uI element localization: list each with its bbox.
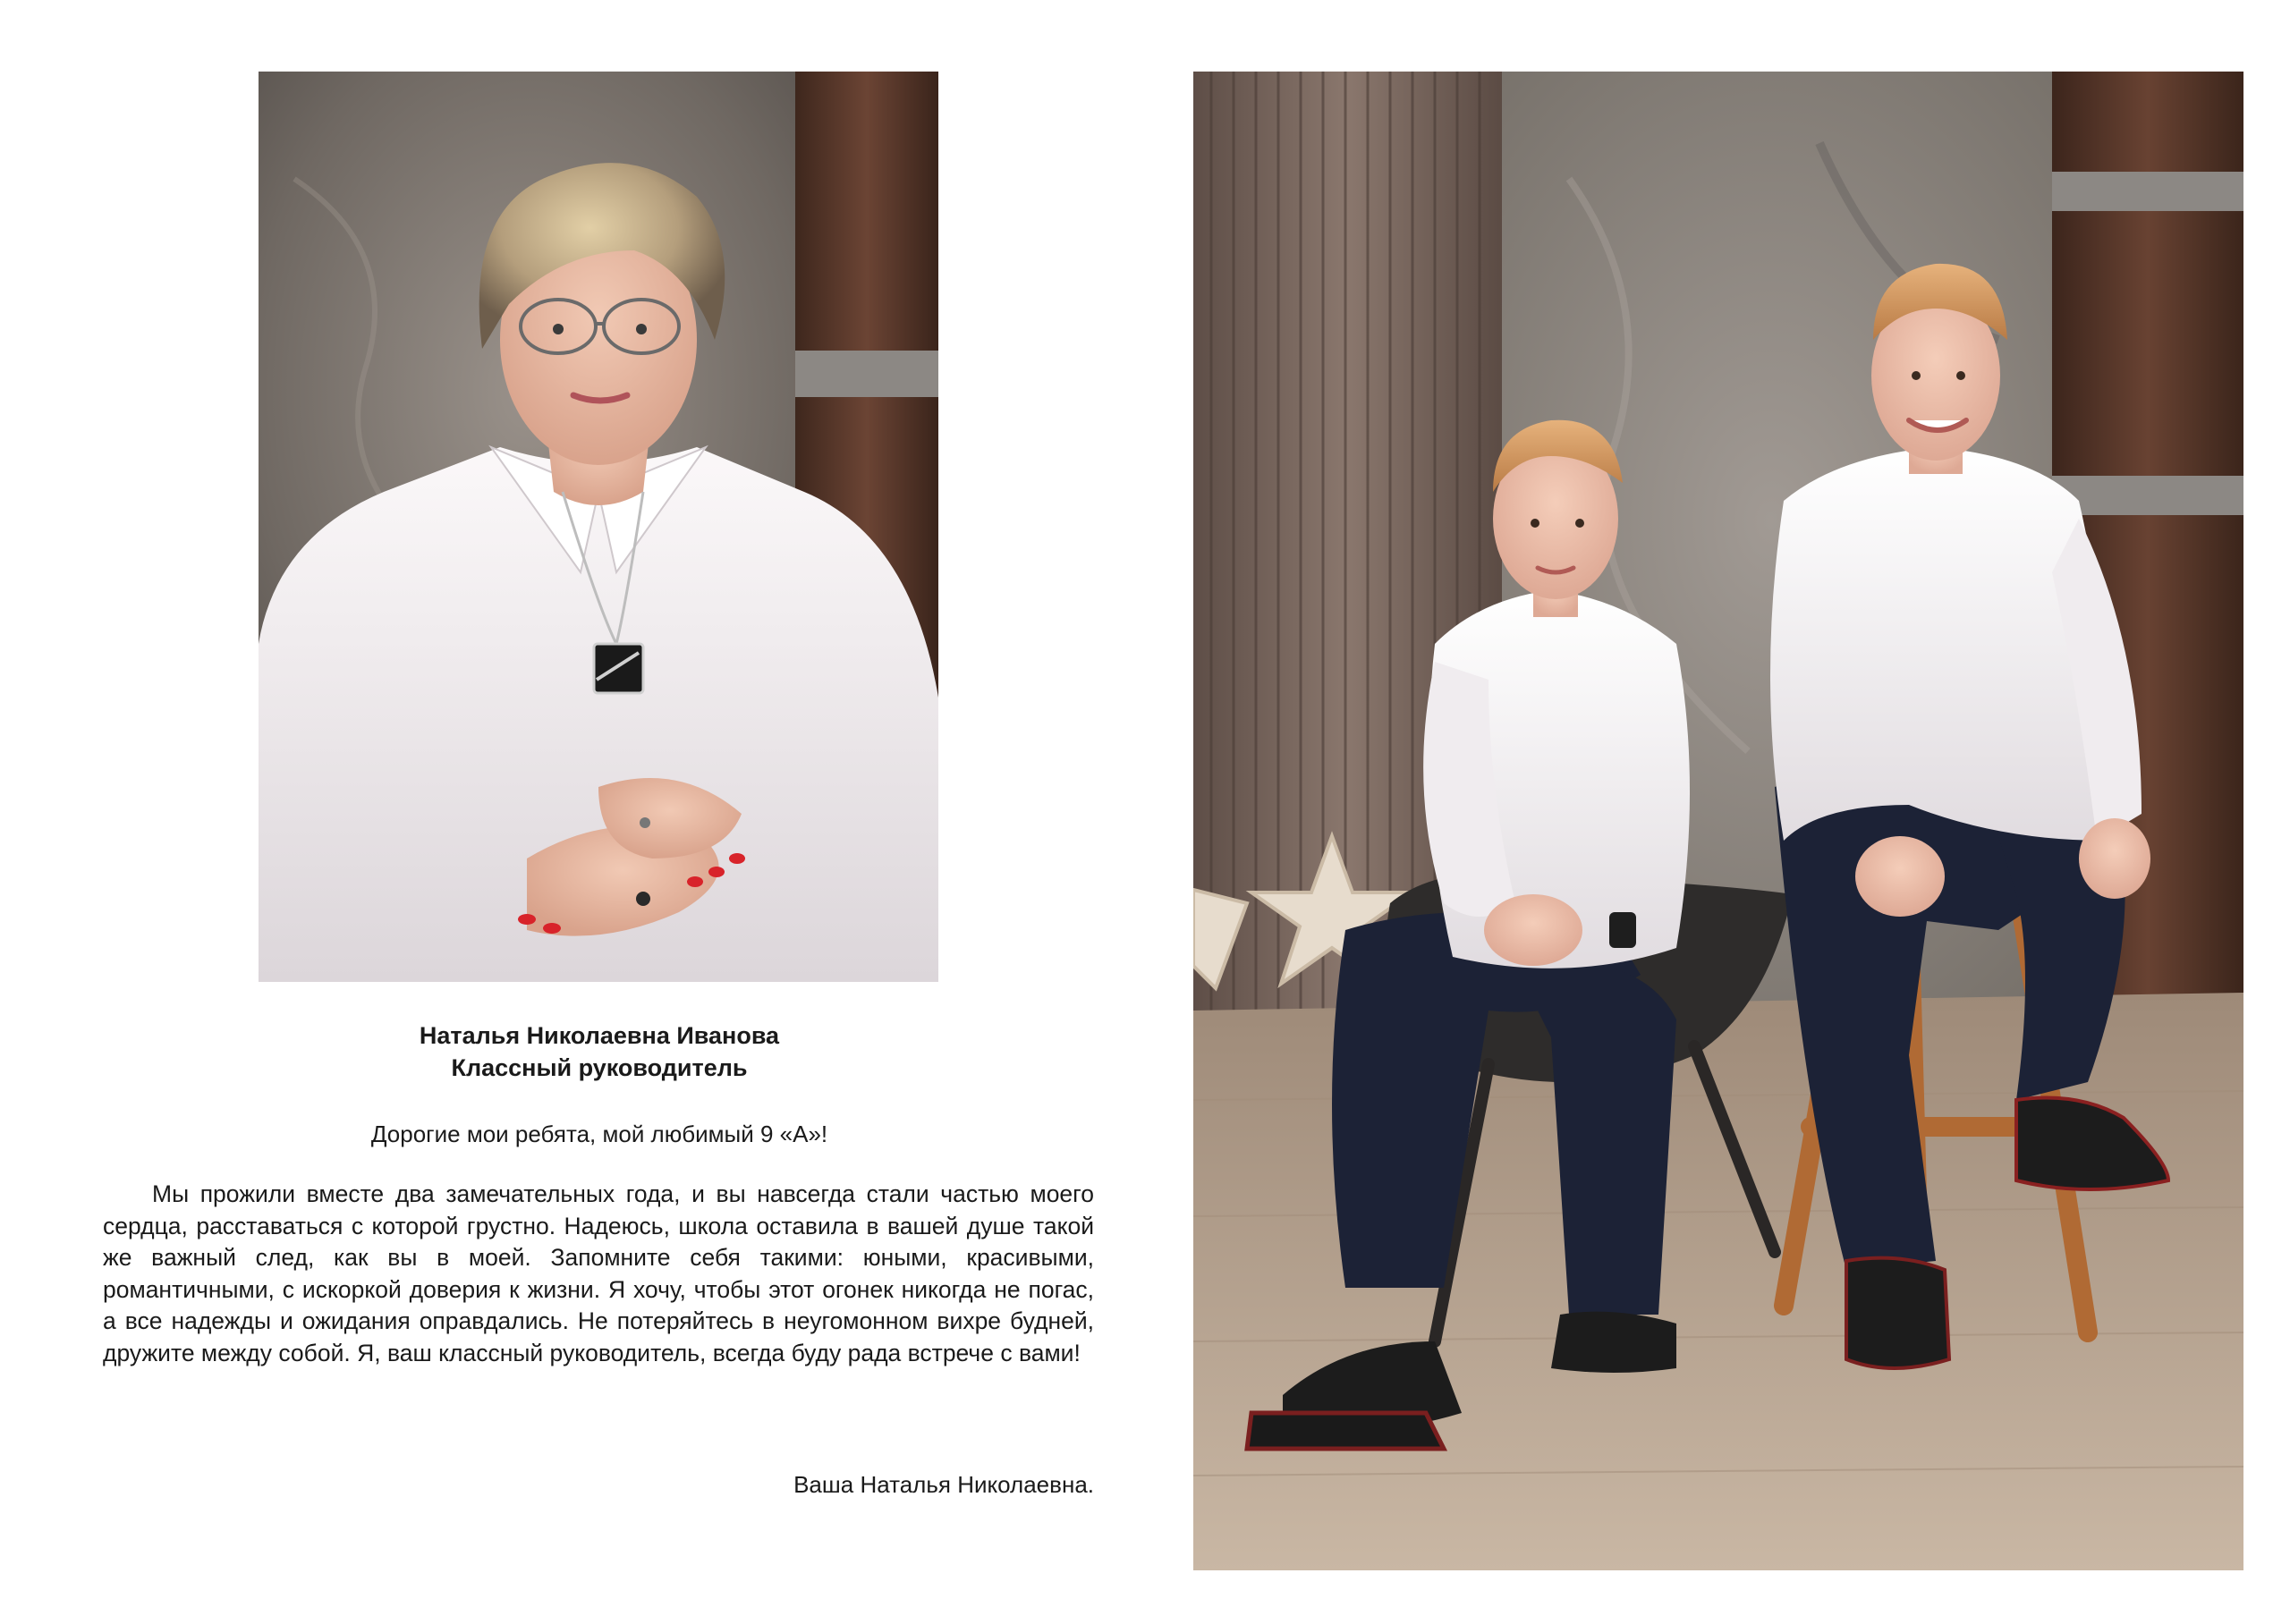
teacher-name: Наталья Николаевна Иванова	[419, 1022, 780, 1049]
letter-greeting: Дорогие мои ребята, мой любимый 9 «А»!	[370, 1121, 828, 1147]
teacher-photo	[259, 72, 938, 982]
students-photo	[1193, 72, 2243, 1570]
letter-body: Мы прожили вместе два замечательных года, и вы навсегда стали частью моего сердца, расставаться с которой грустно. Надеюсь, школа оставила в вашей душе такой же важный след, как вы в моей. Запомните себя такими: юными, красивыми, романтичными, с искоркой доверия к жизни. Я хочу, чтобы этот огонек никогда не погас, а все надежды и ожидания оправдались. Не потеряйтесь в неугомонном вихре будней, дружите между собой. Я, ваш классный руководитель, всегда буду рада встрече с вами!	[103, 1180, 1094, 1366]
letter-signature: Ваша Наталья Николаевна.	[793, 1471, 1094, 1498]
teacher-role: Классный руководитель	[451, 1054, 748, 1081]
